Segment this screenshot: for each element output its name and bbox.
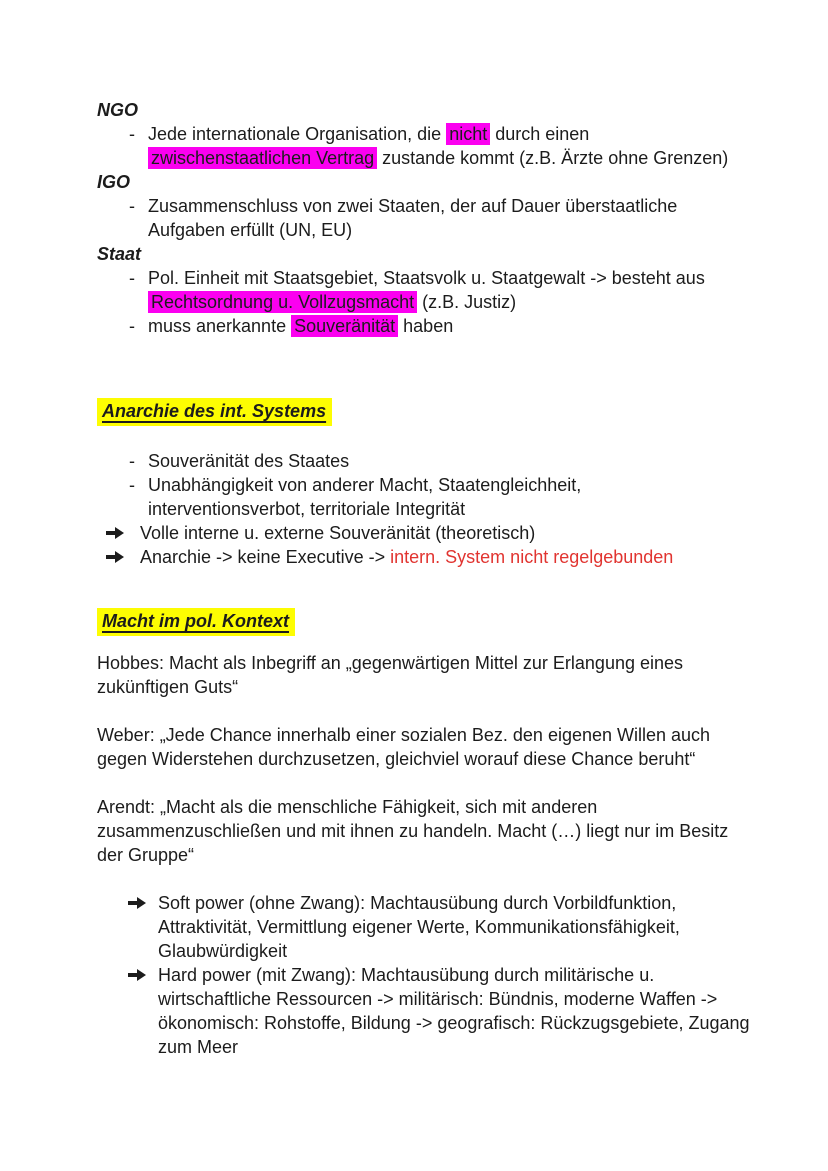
arrow-bullet-icon (106, 526, 124, 540)
list-item-staat-sovereignty (97, 314, 787, 338)
document-content (97, 98, 787, 1059)
text-line: der Gruppe“ (97, 845, 195, 865)
text-line: Souveränität des Staates (148, 451, 350, 471)
text-line (148, 314, 787, 338)
dash-bullet: - (129, 196, 135, 216)
arrow-bullet-icon (106, 550, 124, 564)
dash-bullet: - (129, 268, 135, 288)
list-item-igo-definition (97, 194, 787, 242)
paragraph-weber (97, 723, 787, 771)
text-line: Aufgaben erfüllt (UN, EU) (148, 220, 353, 240)
arrow-list-item (97, 521, 787, 545)
term-heading-igo: IGO (97, 172, 131, 192)
text-line: Weber: „Jede Chance innerhalb einer sozialen Bez. den eigenen Willen auch (97, 725, 711, 745)
arrow-list-item-hard-power (97, 963, 787, 1059)
section-heading-macht (97, 607, 787, 635)
dash-bullet: - (129, 475, 135, 495)
text-line: Unabhängigkeit von anderer Macht, Staatengleichheit, (148, 475, 582, 495)
text-line: ökonomisch: Rohstoffe, Bildung -> geografisch: Rückzugsgebiete, Zugang (158, 1013, 750, 1033)
text-run: (z.B. Justiz) (417, 292, 517, 312)
list-item-staat-definition (97, 266, 787, 314)
dash-bullet: - (129, 451, 135, 471)
arrow-list-item (97, 545, 787, 569)
text-line: gegen Widerstehen durchzusetzen, gleichviel worauf diese Chance beruht“ (97, 749, 696, 769)
text-line (148, 122, 787, 146)
dash-bullet: - (129, 124, 135, 144)
text-line: wirtschaftliche Ressourcen -> militärisch: Bündnis, moderne Waffen -> (158, 989, 718, 1009)
yellow-highlighted-heading: Anarchie des int. Systems (97, 398, 332, 426)
term-heading-ngo: NGO (97, 100, 139, 120)
text-run: muss anerkannte (148, 316, 292, 336)
text-run: Jede internationale Organisation, die (148, 124, 447, 144)
text-line (140, 545, 787, 569)
yellow-highlighted-heading: Macht im pol. Kontext (97, 608, 295, 636)
text-line: zukünftigen Guts“ (97, 677, 239, 697)
text-line: Volle interne u. externe Souveränität (theoretisch) (140, 523, 536, 543)
red-emphasis-text: intern. System nicht regelgebunden (390, 547, 674, 567)
dash-bullet: - (129, 316, 135, 336)
highlighted-text: zwischenstaatlichen Vertrag (148, 147, 377, 169)
list-item (97, 449, 787, 473)
text-run: zustande kommt (z.B. Ärzte ohne Grenzen) (377, 148, 729, 168)
highlighted-text: Souveränität (291, 315, 398, 337)
arrow-list-item-soft-power (97, 891, 787, 963)
text-line: Pol. Einheit mit Staatsgebiet, Staatsvolk u. Staatgewalt -> besteht aus (148, 268, 705, 288)
list-item (97, 473, 787, 521)
text-run: Anarchie -> keine Executive -> (140, 547, 391, 567)
text-line: Glaubwürdigkeit (158, 941, 288, 961)
arrow-bullet-icon (128, 968, 146, 982)
arrow-bullet-icon (128, 896, 146, 910)
section-heading-anarchie (97, 397, 787, 425)
text-line: zusammenzuschließen und mit ihnen zu handeln. Macht (…) liegt nur im Besitz (97, 821, 729, 841)
text-line: Arendt: „Macht als die menschliche Fähigkeit, sich mit anderen (97, 797, 598, 817)
highlighted-text: Rechtsordnung u. Vollzugsmacht (148, 291, 417, 313)
list-item-ngo-definition (97, 122, 787, 170)
text-line (148, 290, 787, 314)
text-run: haben (398, 316, 454, 336)
text-line: zum Meer (158, 1037, 239, 1057)
paragraph-hobbes (97, 651, 787, 699)
term-heading-staat: Staat (97, 244, 142, 264)
text-line (148, 146, 787, 170)
text-line: Zusammenschluss von zwei Staaten, der auf Dauer überstaatliche (148, 196, 678, 216)
text-line: interventionsverbot, territoriale Integrität (148, 499, 466, 519)
text-run: durch einen (490, 124, 590, 144)
paragraph-arendt (97, 795, 787, 867)
text-line: Soft power (ohne Zwang): Machtausübung durch Vorbildfunktion, (158, 893, 677, 913)
text-line: Hard power (mit Zwang): Machtausübung durch militärische u. (158, 965, 655, 985)
text-line: Hobbes: Macht als Inbegriff an „gegenwärtigen Mittel zur Erlangung eines (97, 653, 684, 673)
text-line: Attraktivität, Vermittlung eigener Werte, Kommunikationsfähigkeit, (158, 917, 680, 937)
highlighted-text: nicht (446, 123, 490, 145)
